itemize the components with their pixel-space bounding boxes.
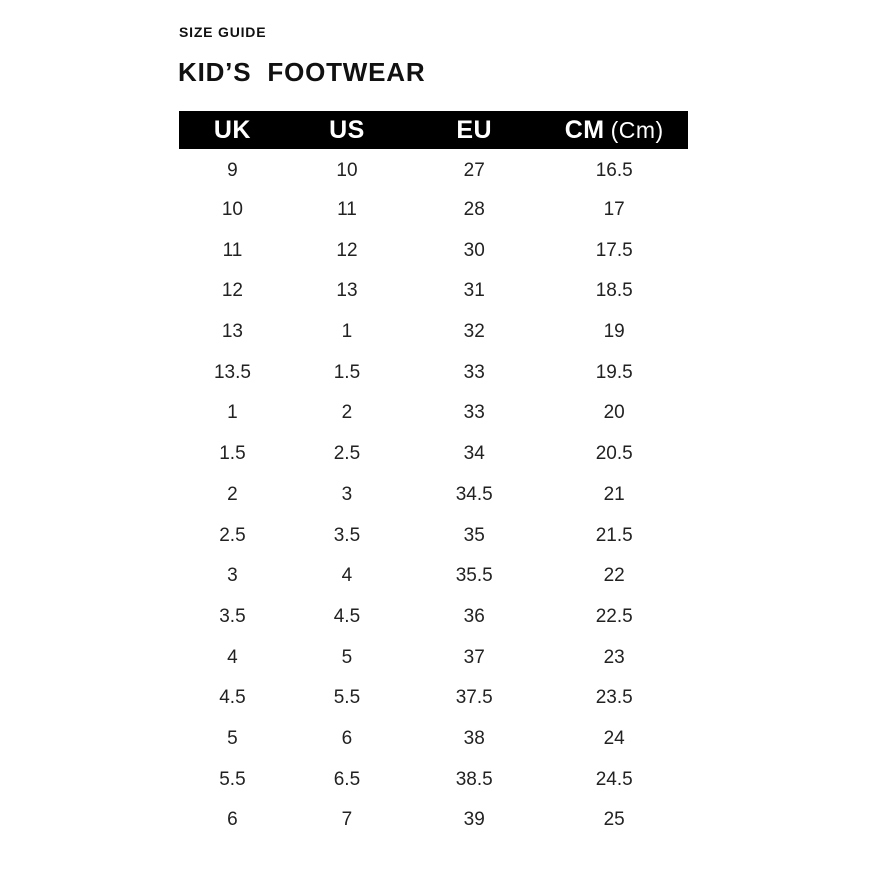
- table-row: [179, 597, 688, 638]
- size-cell: 17.5: [595, 239, 633, 261]
- size-cell: 23: [603, 646, 625, 668]
- table-row: [179, 352, 688, 393]
- size-cell: 37: [463, 646, 485, 668]
- size-cell: 12: [336, 239, 358, 261]
- size-cell: 2: [227, 483, 238, 505]
- size-cell: 11: [222, 239, 243, 261]
- size-cell: 13: [221, 321, 243, 343]
- size-cell: 36: [463, 605, 485, 627]
- size-cell: 38: [463, 727, 485, 749]
- size-cell: 10: [221, 199, 243, 221]
- size-cell: 4.5: [333, 605, 361, 627]
- size-cell: 34.5: [455, 483, 493, 505]
- size-guide-table: [179, 111, 688, 841]
- size-cell: 27: [463, 160, 485, 182]
- header-label: US: [329, 115, 365, 144]
- size-cell: 13: [336, 280, 358, 302]
- header-row: [179, 111, 688, 149]
- table-row: [179, 556, 688, 597]
- size-cell: 16.5: [595, 160, 633, 182]
- size-cell: 1.5: [219, 443, 246, 465]
- size-cell: 25: [603, 809, 625, 831]
- size-cell: 1: [227, 402, 238, 424]
- size-cell: 2.5: [333, 443, 361, 465]
- size-cell: 21.5: [595, 524, 633, 546]
- table-row: [179, 719, 688, 760]
- size-guide-eyebrow: SIZE GUIDE: [179, 24, 267, 40]
- size-cell: 4.5: [219, 687, 246, 709]
- size-cell: 9: [227, 160, 238, 182]
- size-cell: 22.5: [595, 605, 633, 627]
- size-cell: 18.5: [595, 280, 633, 302]
- table-header: [179, 111, 688, 149]
- size-cell: 12: [221, 280, 243, 302]
- size-cell: 33: [463, 361, 485, 383]
- size-cell: 34: [463, 443, 485, 465]
- size-cell: 3: [227, 565, 238, 587]
- table-row: [179, 271, 688, 312]
- table-row: [179, 230, 688, 271]
- size-cell: 17: [603, 199, 625, 221]
- table-row: [179, 678, 688, 719]
- table-body: [179, 149, 688, 841]
- size-cell: 39: [463, 809, 485, 831]
- header-cell-cm: [540, 111, 688, 149]
- table-row: [179, 515, 688, 556]
- size-cell: 30: [463, 239, 485, 261]
- table-row: [179, 800, 688, 841]
- size-cell: 11: [337, 199, 357, 221]
- table-row: [179, 475, 688, 516]
- size-cell: 10: [336, 160, 358, 182]
- size-cell: 21: [603, 483, 625, 505]
- table-row: [179, 190, 688, 231]
- size-cell: 22: [603, 565, 625, 587]
- size-cell: 4: [227, 646, 238, 668]
- size-cell: 24.5: [595, 768, 633, 790]
- header-label: CM: [564, 115, 605, 144]
- size-cell: 28: [463, 199, 485, 221]
- size-cell: 6: [341, 727, 353, 749]
- size-cell: 32: [463, 321, 485, 343]
- size-cell: 13.5: [213, 361, 251, 383]
- header-cell-us: [286, 111, 408, 149]
- size-cell: 31: [463, 280, 485, 302]
- size-cell: 3.5: [333, 524, 361, 546]
- header-label: UK: [213, 115, 251, 144]
- header-cell-eu: [408, 111, 540, 149]
- size-cell: 1.5: [333, 361, 361, 383]
- size-cell: 2: [341, 402, 353, 424]
- size-cell: 5.5: [219, 768, 246, 790]
- size-cell: 23.5: [595, 687, 633, 709]
- table-row: [179, 759, 688, 800]
- size-cell: 33: [463, 402, 485, 424]
- size-cell: 19: [603, 321, 625, 343]
- size-cell: 37.5: [455, 687, 493, 709]
- size-cell: 35: [463, 524, 485, 546]
- size-cell: 2.5: [219, 524, 246, 546]
- size-cell: 6: [227, 809, 238, 831]
- size-cell: 6.5: [333, 768, 361, 790]
- table-row: [179, 312, 688, 353]
- header-label: EU: [456, 115, 493, 144]
- size-cell: 5.5: [333, 687, 361, 709]
- size-cell: 24: [603, 727, 625, 749]
- size-cell: 20.5: [595, 443, 633, 465]
- size-cell: 20: [603, 402, 625, 424]
- size-cell: 19.5: [595, 361, 633, 383]
- size-cell: 35.5: [455, 565, 493, 587]
- size-cell: 3: [341, 483, 353, 505]
- size-cell: 7: [341, 809, 353, 831]
- size-cell: 38.5: [455, 768, 493, 790]
- table-row: [179, 149, 688, 190]
- size-cell: 5: [227, 727, 238, 749]
- table-row: [179, 637, 688, 678]
- header-suffix: (Cm): [610, 116, 664, 143]
- page-title: KID’S FOOTWEAR: [178, 57, 426, 87]
- table-row: [179, 393, 688, 434]
- size-cell: 3.5: [219, 605, 246, 627]
- size-cell: 4: [341, 565, 353, 587]
- size-cell: 1: [341, 321, 353, 343]
- size-cell: 5: [341, 646, 353, 668]
- table-row: [179, 434, 688, 475]
- header-cell-uk: [179, 111, 286, 149]
